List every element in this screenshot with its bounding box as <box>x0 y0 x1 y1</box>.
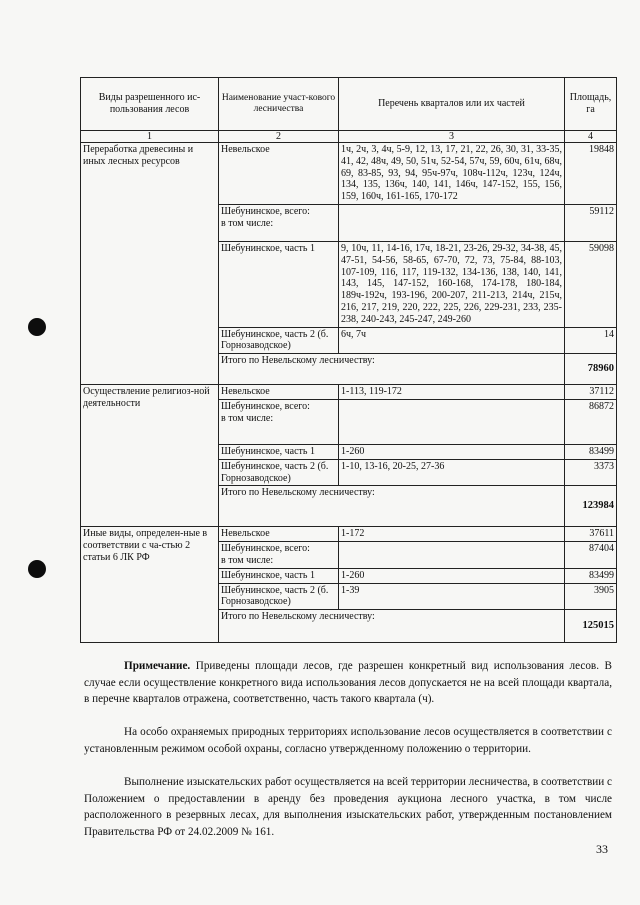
area-cell: 37112 <box>565 385 617 400</box>
area-cell: 87404 <box>565 542 617 569</box>
district-cell <box>219 542 339 569</box>
punch-hole-mark <box>28 318 46 336</box>
district-sub-label: в том числе: <box>221 217 274 229</box>
page-number: 33 <box>596 842 608 856</box>
quarters-cell: 1-10, 13-16, 20-25, 27-36 <box>339 459 565 486</box>
area-cell: 59112 <box>565 204 617 241</box>
table-header-row <box>81 78 617 131</box>
area-cell: 83499 <box>565 568 617 583</box>
district-total-label: Шебунинское, всего: <box>221 543 310 555</box>
use-type-cell: Иные виды, определен-ные в соответствии с ча-стью 2 статьи 6 ЛК РФ <box>81 527 219 643</box>
area-cell: 59098 <box>565 241 617 327</box>
quarters-cell: 1-260 <box>339 444 565 459</box>
area-cell: 19848 <box>565 143 617 205</box>
forest-use-table <box>80 77 617 643</box>
district-total-label: Шебунинское, всего: <box>221 400 310 412</box>
header-use-type: Виды разрешенного ис-пользования лесов <box>81 78 219 131</box>
quarters-cell: 1-260 <box>339 568 565 583</box>
table-row <box>81 143 617 205</box>
district-cell: Шебунинское, часть 1 <box>219 241 339 327</box>
header-quarters: Перечень кварталов или их частей <box>339 78 565 131</box>
punch-hole-mark <box>28 560 46 578</box>
quarters-cell: 1-39 <box>339 583 565 610</box>
area-cell: 3905 <box>565 583 617 610</box>
district-cell: Шебунинское, часть 1 <box>219 568 339 583</box>
district-total-label: Шебунинское, всего: <box>221 205 310 217</box>
use-type-cell: Осуществление религиоз-ной деятельности <box>81 385 219 527</box>
district-cell: Невельское <box>219 143 339 205</box>
header-district: Наименование участ-кового лесничества <box>219 78 339 131</box>
column-number-row <box>81 131 617 143</box>
quarters-cell: 6ч, 7ч <box>339 327 565 354</box>
column-number: 1 <box>81 131 219 143</box>
total-label: Итого по Невельскому лесничеству: <box>219 486 565 527</box>
district-cell <box>219 399 339 444</box>
header-area: Площадь, га <box>565 78 617 131</box>
total-area: 78960 <box>565 354 617 385</box>
quarters-cell <box>339 204 565 241</box>
total-label: Итого по Невельскому лесничеству: <box>219 354 565 385</box>
district-cell: Шебунинское, часть 2 (б. Горнозаводское) <box>219 327 339 354</box>
quarters-cell: 1-113, 119-172 <box>339 385 565 400</box>
table-row <box>81 527 617 542</box>
total-area: 123984 <box>565 486 617 527</box>
quarters-cell <box>339 542 565 569</box>
district-cell: Шебунинское, часть 1 <box>219 444 339 459</box>
column-number: 3 <box>339 131 565 143</box>
column-number: 4 <box>565 131 617 143</box>
district-sub-label: в том числе: <box>221 412 274 424</box>
area-cell: 86872 <box>565 399 617 444</box>
quarters-cell <box>339 399 565 444</box>
area-cell: 3373 <box>565 459 617 486</box>
protected-areas-paragraph: На особо охраняемых природных территориях использование лесов осуществляется в соответствии с установленным режимом особой охраны, согласно утвержденному положению о территории. <box>84 726 612 755</box>
area-cell: 83499 <box>565 444 617 459</box>
district-cell <box>219 204 339 241</box>
note-paragraph <box>84 658 612 708</box>
use-type-cell: Переработка древесины и иных лесных ресурсов <box>81 143 219 385</box>
note-text: Приведены площади лесов, где разрешен конкретный вид использования лесов. В случае если осуществление конкретного вида использования лесов допускается не на всей площади квартала, в перечне кварталов отражена, соответственно, часть такого квартала (ч). <box>84 660 612 706</box>
survey-works-paragraph: Выполнение изыскательских работ осуществляется на всей территории лесничества, в соответствии с Положением о предоставлении в аренду без проведения аукциона лесного участка, в том числе расположенного в резервных лесах, для выполнения изыскательских работ, утвержденным постановлением Правительства РФ от 24.02.2009 № 161. <box>84 776 612 838</box>
area-cell: 37611 <box>565 527 617 542</box>
table-row <box>81 385 617 400</box>
note-label: Примечание. <box>124 660 191 672</box>
district-cell: Невельское <box>219 527 339 542</box>
district-cell: Шебунинское, часть 2 (б. Горнозаводское) <box>219 459 339 486</box>
total-label: Итого по Невельскому лесничеству: <box>219 610 565 643</box>
district-cell: Шебунинское, часть 2 (б. Горнозаводское) <box>219 583 339 610</box>
quarters-cell: 1ч, 2ч, 3, 4ч, 5-9, 12, 13, 17, 21, 22, 26, 30, 31, 33-35, 41, 42, 48ч, 49, 50, 51ч, 52-54, 57ч, 59, 60ч, 61ч, 68ч, 69, 83-85, 93, 94, 95ч-97ч, 108ч-112ч, 123ч, 124ч, 134, 135, 136ч, 140, 141, 146ч, 147-152, 155, 156, 159, 160ч, 161-165, 170-172 <box>339 143 565 205</box>
total-area: 125015 <box>565 610 617 643</box>
area-cell: 14 <box>565 327 617 354</box>
quarters-cell: 9, 10ч, 11, 14-16, 17ч, 18-21, 23-26, 29-32, 34-38, 45, 47-51, 54-56, 58-65, 67-70, 72, 73, 75-84, 88-103, 107-109, 116, 117, 119-132, 134-136, 138, 140, 141, 143, 145, 147-152, 160-168, 174-178, 180-184, 189ч-192ч, 193-196, 200-207, 211-213, 214ч, 215ч, 216, 217, 219, 220, 222, 225, 226, 229-231, 233, 235-238, 240-243, 245-247, 249-260 <box>339 241 565 327</box>
district-cell: Невельское <box>219 385 339 400</box>
quarters-cell: 1-172 <box>339 527 565 542</box>
district-sub-label: в том числе: <box>221 554 274 566</box>
column-number: 2 <box>219 131 339 143</box>
